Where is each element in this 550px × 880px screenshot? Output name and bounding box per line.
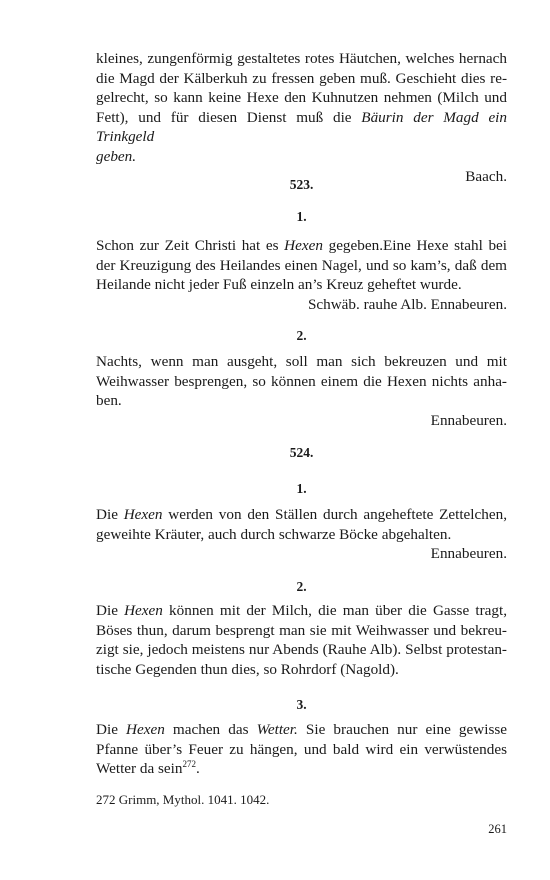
italic-run: Hexen xyxy=(124,602,163,619)
paragraph-text xyxy=(96,720,507,779)
italic-run: Wetter. xyxy=(256,721,298,738)
subsection-number: 1. xyxy=(296,481,307,496)
text-run: Schon zur Zeit Christi hat es xyxy=(96,237,285,254)
source-attribution: Ennabeuren. xyxy=(430,411,507,429)
paragraph-continuation xyxy=(96,49,507,186)
italic-run: Hexen xyxy=(123,506,163,523)
text-run: Die xyxy=(96,721,127,738)
paragraph xyxy=(96,505,507,564)
section-number: 524. xyxy=(289,445,314,460)
section-number: 523. xyxy=(289,177,314,192)
paragraph-text xyxy=(96,236,507,295)
text-run: machen das xyxy=(164,721,257,738)
line xyxy=(96,108,507,147)
subsection-number: 3. xyxy=(296,697,307,712)
italic-run: geben. xyxy=(96,147,137,165)
text-run: Die xyxy=(96,506,124,523)
text-run: . xyxy=(196,760,200,778)
text-run: werden von den Ställen durch angeheftete Zettelchen, geweihte Kräuter, auch durch schwarze Böcke abgehalten. xyxy=(96,506,507,543)
footnote-marker: 272 xyxy=(182,759,196,770)
line xyxy=(96,147,507,167)
source-attribution: Ennabeuren. xyxy=(430,545,507,563)
text-run: Fett), und für diesen Dienst muß die xyxy=(96,108,362,126)
paragraph xyxy=(96,601,507,679)
italic-run: Hexen xyxy=(126,721,165,738)
text-run: Die xyxy=(96,602,125,619)
line: gelrecht, so kann keine Hexe den Kuhnutzen nehmen (Milch und xyxy=(96,89,507,107)
text-run: Sie brauchen nur eine gewisse Pfanne über’s Feuer zu hängen, und bald wird ein verwüstendes Wetter da sein xyxy=(96,721,508,778)
line: kleines, zungenförmig gestaltetes rotes Häutchen, welches hernach xyxy=(96,50,507,67)
paragraph xyxy=(96,352,507,430)
italic-run: Bäurin der Magd ein Trinkgeld xyxy=(96,108,507,146)
source-attribution: Baach. xyxy=(465,167,507,185)
paragraph-text xyxy=(96,505,507,544)
paragraph-text xyxy=(96,601,507,679)
paragraph xyxy=(96,720,507,779)
footnote: 272 Grimm, Mythol. 1041. 1042. xyxy=(96,792,270,807)
paragraph-text: Nachts, wenn man ausgeht, soll man sich bekreuzen und mit Weihwasser besprengen, so können einem die Hexen nichts anha- ben. xyxy=(96,353,507,410)
text-run: gegeben.Eine Hexe stahl bei der Kreuzigung des Heilandes einen Nagel, und so kam’s, daß dem Heilande nicht jeder Fuß einzeln an’s Kreuz geheftet wurde. xyxy=(96,237,508,294)
italic-run: Hexen xyxy=(284,237,323,254)
paragraph xyxy=(96,236,507,314)
page-number: 261 xyxy=(488,822,507,836)
source-attribution: Schwäb. rauhe Alb. Ennabeuren. xyxy=(307,295,507,313)
line: die Magd der Kälberkuh zu fressen geben muß. Geschieht dies re- xyxy=(96,69,507,87)
subsection-number: 2. xyxy=(296,328,307,343)
text-run: können mit der Milch, die man über die Gasse tragt, Böses thun, darum besprengt man sie mit Weihwasser und bekreu- zigt sie, jedoch meistens nur Abends (Rauhe Alb). Selbst protestan- tische Gegenden thun dies, so Rohrdorf (Nagold). xyxy=(96,602,507,678)
subsection-number: 2. xyxy=(296,579,307,594)
subsection-number: 1. xyxy=(296,209,307,224)
